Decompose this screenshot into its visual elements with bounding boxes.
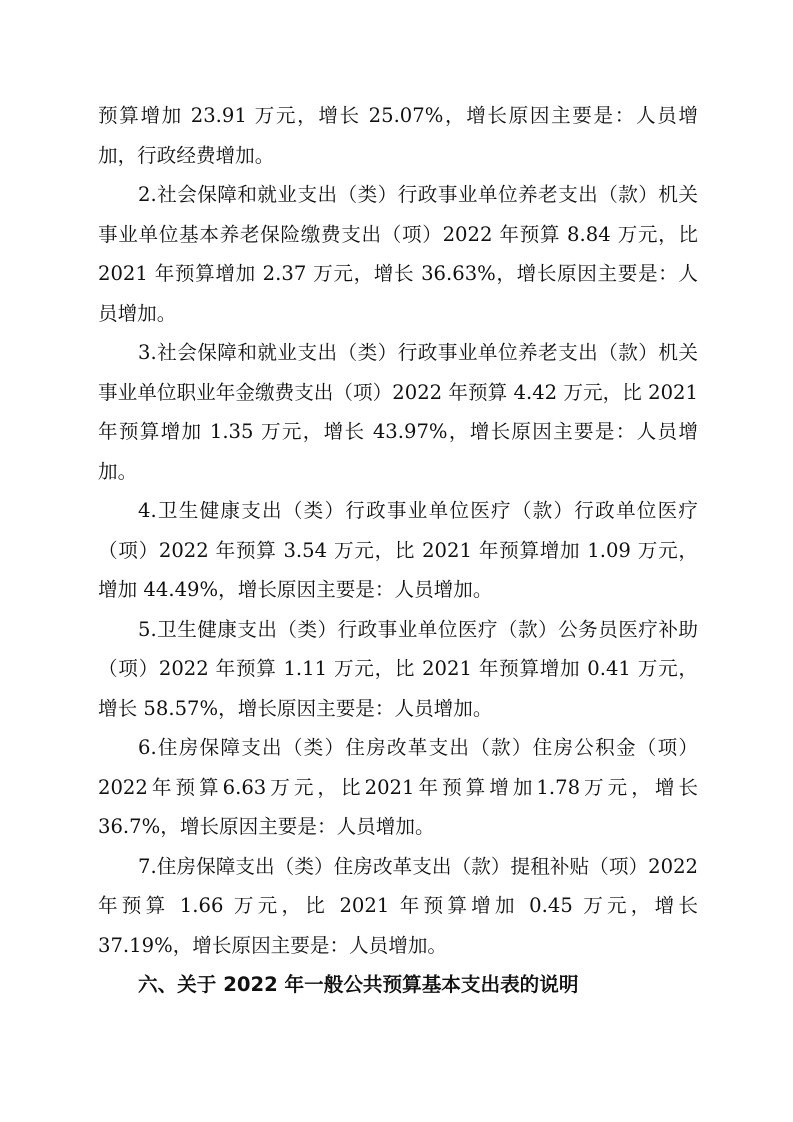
paragraph-item-7: 7.住房保障支出（类）住房改革支出（款）提租补贴（项）2022 年预算 1.66 万元，比 2021 年预算增加 0.45 万元，增长 37.19%，增长原因主要是：人员增加。 bbox=[98, 854, 698, 957]
paragraph-item-5: 5.卫生健康支出（类）行政事业单位医疗（款）公务员医疗补助（项）2022 年预算 1.11 万元，比 2021 年预算增加 0.41 万元，增长 58.57%，增长原因主要是：人员增加。 bbox=[98, 617, 698, 720]
paragraph-item-2: 2.社会保障和就业支出（类）行政事业单位养老支出（款）机关事业单位基本养老保险缴费支出（项）2022 年预算 8.84 万元，比 2021 年预算增加 2.37 万元，增长 36.63%，增长原因主要是：人员增加。 bbox=[98, 183, 698, 325]
section-heading: 六、关于 2022 年一般公共预算基本支出表的说明 bbox=[138, 973, 579, 996]
paragraph-continuation: 预算增加 23.91 万元，增长 25.07%，增长原因主要是：人员增加，行政经费增加。 bbox=[98, 104, 698, 167]
paragraph-item-3: 3.社会保障和就业支出（类）行政事业单位养老支出（款）机关事业单位职业年金缴费支出（项）2022 年预算 4.42 万元，比 2021 年预算增加 1.35 万元，增长 43.97%，增长原因主要是：人员增加。 bbox=[98, 341, 698, 483]
paragraph-item-4: 4.卫生健康支出（类）行政事业单位医疗（款）行政单位医疗（项）2022 年预算 3.54 万元，比 2021 年预算增加 1.09 万元，增加 44.49%，增长原因主要是：人员增加。 bbox=[98, 499, 698, 601]
document-body bbox=[98, 96, 698, 1005]
paragraph-item-6: 6.住房保障支出（类）住房改革支出（款）住房公积金（项）2022年预算6.63万元，比2021年预算增加1.78万元，增长 36.7%，增长原因主要是：人员增加。 bbox=[98, 736, 698, 838]
